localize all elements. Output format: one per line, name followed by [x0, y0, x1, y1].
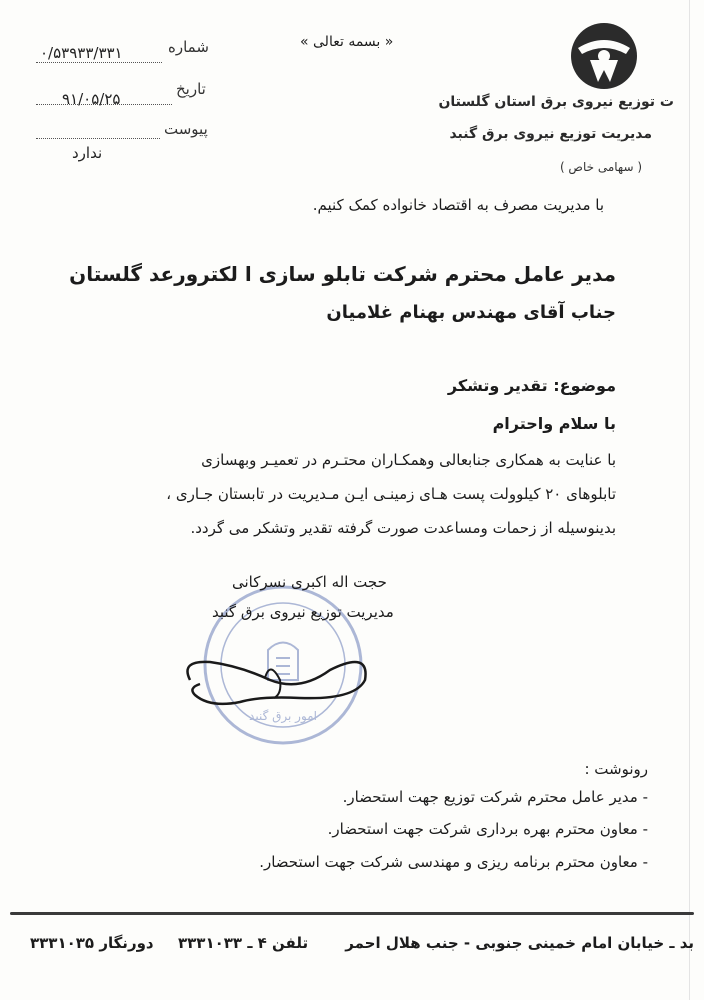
scan-edge [689, 0, 690, 1000]
body-line-1: با عنایت به همکاری جنابعالی وهمکـاران محتـرم در تعمیـر وبهسازی [201, 451, 616, 469]
copy-item-2: - معاون محترم بهره برداری شرکت جهت استحضار. [327, 820, 648, 838]
org-name-line3: ( سهامی خاص ) [559, 160, 642, 174]
copy-item-1: - مدیر عامل محترم شرکت توزیع جهت استحضار. [342, 788, 648, 806]
addressee-line2: جناب آقای مهندس بهنام غلامیان [326, 302, 616, 323]
date-label: تاریخ [176, 80, 206, 98]
date-value: ۹۱/۰۵/۲۵ [62, 90, 121, 108]
org-name-line2: مدیریت توزیع نیروی برق گنبد [449, 126, 652, 142]
greeting: با سلام واحترام [492, 414, 616, 433]
copy-item-3: - معاون محترم برنامه ریزی و مهندسی شرکت جهت استحضار. [259, 853, 648, 871]
signer-name: حجت اله اکبری نسرکانی [232, 573, 387, 591]
number-label: شماره [168, 38, 209, 56]
number-value: ۰/۵۳۹۳۳/۳۳۱ [40, 44, 123, 62]
copies-title: رونوشت : [584, 760, 648, 778]
stamp-text: امور برق گنبد [249, 709, 317, 723]
subject: موضوع: تقدیر وتشکر [447, 376, 616, 395]
header-slogan: « بسمه تعالی » [300, 34, 394, 50]
number-dots [36, 62, 162, 63]
addressee-line1: مدیر عامل محترم شرکت تابلو سازی ا لکترورعد گلستان [69, 262, 616, 286]
footer-phone: تلفن ۴ ـ ۳۳۳۱۰۳۳ [178, 934, 309, 952]
attachment-label: پیوست [164, 120, 208, 138]
body-line-3: بدینوسیله از زحمات ومساعدت صورت گرفته تقدیر وتشکر می گردد. [190, 519, 616, 537]
handwritten-signature [170, 640, 380, 720]
body-line-2: تابلوهای ۲۰ کیلوولت پست هـای زمینـی ایـن مـدیریت در تابستان جـاری ، [166, 485, 616, 503]
footer-fax: دورنگار ۳۳۳۱۰۳۵ [30, 934, 154, 952]
attachment-value: ندارد [72, 144, 103, 162]
motto: با مدیریت مصرف به اقتصاد خانواده کمک کنیم. [312, 196, 604, 214]
footer-address: بد ـ خیابان امام خمینی جنوبی - جنب هلال احمر [345, 934, 694, 952]
attachment-dots [36, 138, 160, 139]
footer-rule [10, 912, 694, 915]
signer-title: مدیریت توزیع نیروی برق گنبد [212, 603, 394, 621]
company-logo-icon [568, 20, 640, 92]
org-name-line1: ت توزیع نیروی برق استان گلستان [438, 94, 674, 110]
